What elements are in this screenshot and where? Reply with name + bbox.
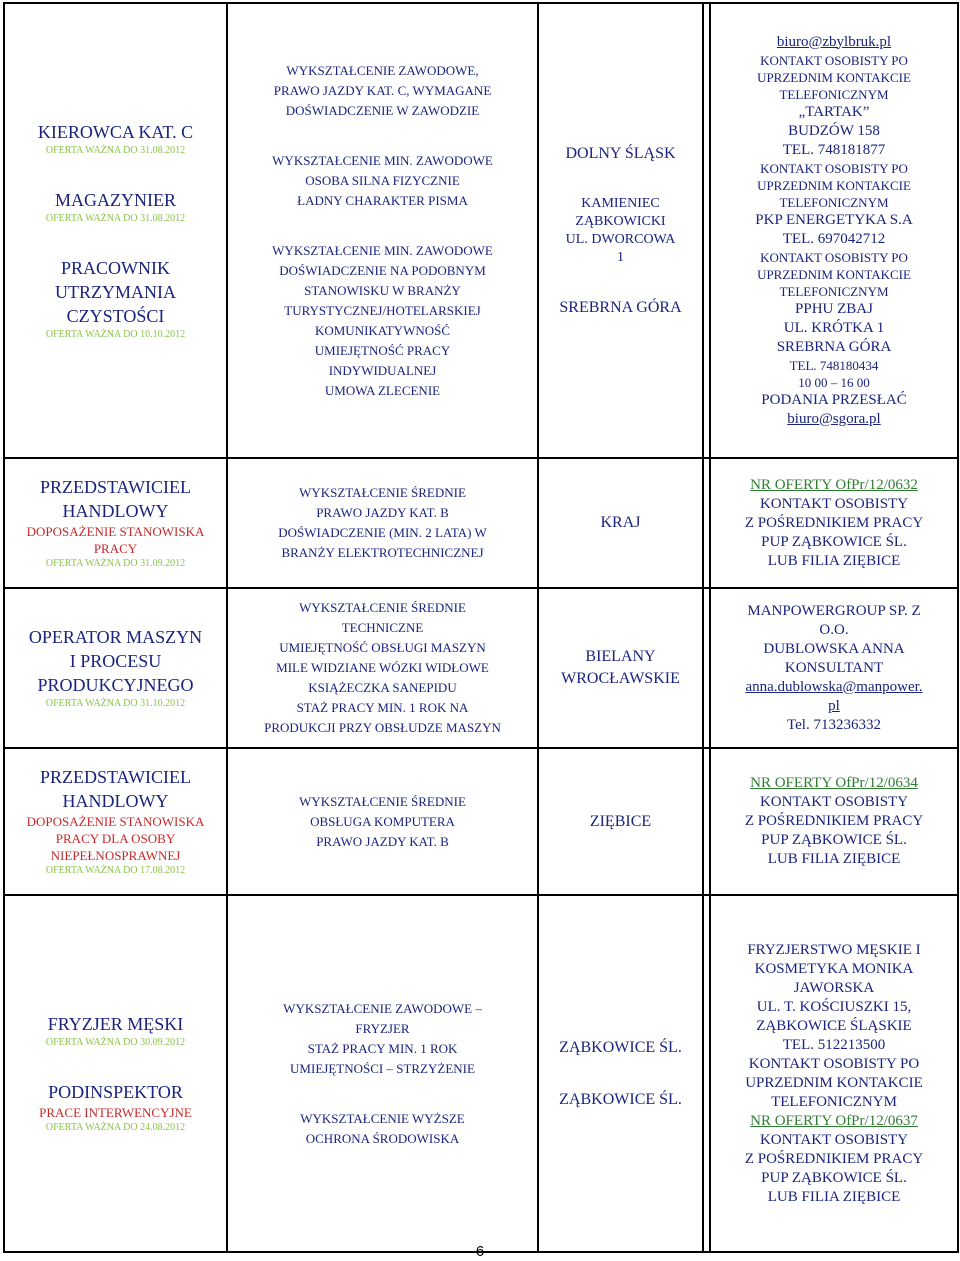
contact-line: TELEFONICZNYM <box>771 1093 897 1110</box>
requirement-line: WYKSZTAŁCENIE WYŻSZE <box>300 1110 465 1126</box>
job-cell <box>4 895 227 1252</box>
workplace-cell <box>538 458 703 588</box>
contact-line: Z POŚREDNIKIEM PRACY <box>744 813 924 829</box>
contact-email-link[interactable]: biuro@zbylbruk.pl <box>776 33 892 50</box>
requirement-line: KOMUNIKATYWNOŚĆ <box>314 322 451 338</box>
requirement-line: OBSŁUGA KOMPUTERA <box>310 813 455 829</box>
contact-email-link[interactable]: biuro@sgora.pl <box>787 410 881 427</box>
workplace-cell <box>538 3 703 458</box>
offer-row <box>4 588 958 748</box>
contact-line: PUP ZĄBKOWICE ŚL. <box>761 832 907 848</box>
offer-number: NR OFERTY OfPr/12/0632 <box>750 476 918 493</box>
contact-line: KONTAKT OSOBISTY <box>759 794 909 810</box>
requirement-line: DOŚWIADCZENIE W ZAWODZIE <box>285 102 480 118</box>
workplace-line: ZĄBKOWICKI <box>575 213 666 229</box>
requirement-line: BRANŻY ELEKTROTECHNICZNEJ <box>281 545 484 560</box>
requirement-line: UMIEJĘTNOŚĆ PRACY <box>314 342 451 358</box>
contact-line: PKP ENERGETYKA S.A <box>755 211 913 228</box>
contact-cell <box>710 588 958 748</box>
job-block <box>7 120 224 158</box>
offer-validity: OFERTA WAŻNA DO 24.08.2012 <box>45 1122 186 1133</box>
contact-line: O.O. <box>819 621 849 638</box>
workplace-block <box>541 297 700 319</box>
contact-line: Z POŚREDNIKIEM PRACY <box>744 514 924 531</box>
requirement-line: WYKSZTAŁCENIE ŚREDNIE <box>299 793 466 809</box>
job-title: PRODUKCYJNEGO <box>37 675 194 695</box>
requirement-line: TURYSTYCZNEJ/HOTELARSKIEJ <box>284 302 481 318</box>
job-cell <box>4 588 227 748</box>
offer-number: NR OFERTY OfPr/12/0637 <box>750 1112 918 1129</box>
job-subtitle: NIEPEŁNOSPRAWNEJ <box>50 848 181 863</box>
requirement-line: WYKSZTAŁCENIE MIN. ZAWODOWE <box>272 242 493 258</box>
workplace-line: KRAJ <box>600 514 641 531</box>
workplace-line: SREBRNA GÓRA <box>559 298 682 316</box>
job-block <box>7 765 224 878</box>
job-block <box>7 256 224 342</box>
contact-line: 10 00 – 16 00 <box>798 374 870 390</box>
workplace-line: ZĄBKOWICE ŚL. <box>559 1090 682 1108</box>
workplace-line: ZIĘBICE <box>589 812 652 830</box>
contact-line: KONTAKT OSOBISTY PO <box>760 160 908 176</box>
job-subtitle: PRACE INTERWENCYJNE <box>39 1105 192 1120</box>
requirement-line: PRAWO JAZDY KAT. B <box>316 505 449 520</box>
job-title: PODINSPEKTOR <box>48 1082 183 1102</box>
workplace-block <box>541 646 700 690</box>
contact-cell <box>710 458 958 588</box>
requirement-line: STAŻ PRACY MIN. 1 ROK NA <box>296 700 469 715</box>
requirement-line: ŁADNY CHARAKTER PISMA <box>297 192 468 208</box>
contact-line: TELEFONICZNYM <box>779 86 889 102</box>
offer-row <box>4 895 958 1252</box>
contact-email-link[interactable]: pl <box>828 697 840 714</box>
job-block <box>7 188 224 226</box>
requirements-block <box>230 1109 535 1149</box>
spacer-cell <box>703 3 710 458</box>
contact-line: JAWORSKA <box>793 979 875 996</box>
workplace-line: ZĄBKOWICE ŚL. <box>559 1038 682 1056</box>
spacer-cell <box>703 458 710 588</box>
contact-line: UL. KRÓTKA 1 <box>783 319 885 336</box>
contact-line: MANPOWERGROUP SP. Z <box>747 602 921 619</box>
contact-line: PUP ZĄBKOWICE ŚL. <box>761 533 907 550</box>
job-title: OPERATOR MASZYN <box>28 627 203 647</box>
workplace-block <box>541 143 700 165</box>
contact-line: TELEFONICZNYM <box>779 194 889 210</box>
contact-cell <box>710 3 958 458</box>
requirements-block <box>230 792 535 852</box>
contact-cell <box>710 895 958 1252</box>
requirement-line: WYKSZTAŁCENIE ŚREDNIE <box>299 600 466 615</box>
requirement-line: WYKSZTAŁCENIE MIN. ZAWODOWE <box>272 152 493 168</box>
requirement-line: MILE WIDZIANE WÓZKI WIDŁOWE <box>276 660 489 675</box>
contact-line: SREBRNA GÓRA <box>776 338 892 355</box>
contact-line: KONTAKT OSOBISTY <box>759 1131 909 1148</box>
contact-line: KOSMETYKA MONIKA <box>754 960 914 977</box>
workplace-block <box>541 195 700 267</box>
job-cell <box>4 3 227 458</box>
contact-line: DUBLOWSKA ANNA <box>763 640 905 657</box>
offer-validity: OFERTA WAŻNA DO 17.08.2012 <box>45 865 186 876</box>
contact-line: TEL. 697042712 <box>782 230 886 247</box>
job-title: FRYZJER MĘSKI <box>47 1014 184 1034</box>
contact-line: LUB FILIA ZIĘBICE <box>767 851 901 867</box>
contact-line: KONTAKT OSOBISTY PO <box>760 249 908 265</box>
job-subtitle: DOPOSAŻENIE STANOWISKA <box>26 524 205 539</box>
contact-line: UPRZEDNIM KONTAKCIE <box>745 1074 923 1091</box>
requirement-line: UMOWA ZLECENIE <box>324 382 441 398</box>
requirement-line: PRODUKCJI PRZY OBSŁUDZE MASZYN <box>264 720 501 735</box>
workplace-block <box>541 512 700 534</box>
workplace-line: 1 <box>617 249 624 265</box>
requirement-line: STANOWISKU W BRANŻY <box>304 282 461 298</box>
job-title: HANDLOWY <box>62 501 169 521</box>
job-offers-table <box>3 2 959 1253</box>
requirement-line: TECHNICZNE <box>341 620 424 635</box>
contact-line: PODANIA PRZESŁAĆ <box>761 391 907 408</box>
contact-line: UPRZEDNIM KONTAKCIE <box>757 69 911 85</box>
job-block <box>7 475 224 571</box>
job-subtitle: DOPOSAŻENIE STANOWISKA <box>26 814 205 829</box>
requirement-line: WYKSZTAŁCENIE ŚREDNIE <box>299 485 466 500</box>
contact-line: UL. T. KOŚCIUSZKI 15, <box>756 998 912 1015</box>
contact-line: KONTAKT OSOBISTY <box>759 495 909 512</box>
job-subtitle: PRACY DLA OSOBY <box>55 831 176 846</box>
workplace-block <box>541 1089 700 1111</box>
contact-line: UPRZEDNIM KONTAKCIE <box>757 266 911 282</box>
workplace-cell <box>538 748 703 895</box>
job-cell <box>4 458 227 588</box>
contact-line: PPHU ZBAJ <box>795 300 873 317</box>
requirement-line: PRAWO JAZDY KAT. B <box>316 833 449 849</box>
contact-email-link[interactable]: anna.dublowska@manpower. <box>745 678 923 695</box>
requirement-line: WYKSZTAŁCENIE ZAWODOWE, <box>286 62 479 78</box>
requirement-line: UMIEJĘTNOŚĆ OBSŁUGI MASZYN <box>279 640 486 655</box>
contact-line: PUP ZĄBKOWICE ŚL. <box>761 1169 907 1186</box>
requirements-cell <box>227 748 538 895</box>
workplace-line: WROCŁAWSKIE <box>561 670 680 687</box>
requirements-cell <box>227 895 538 1252</box>
job-title: CZYSTOŚCI <box>66 305 165 326</box>
workplace-block <box>541 811 700 833</box>
requirements-block <box>230 483 535 563</box>
job-title: PRZEDSTAWICIEL <box>39 477 192 497</box>
contact-line: UPRZEDNIM KONTAKCIE <box>757 177 911 193</box>
requirement-line: WYKSZTAŁCENIE ZAWODOWE – <box>283 1000 482 1016</box>
job-block <box>7 1080 224 1135</box>
requirement-line: INDYWIDUALNEJ <box>328 362 437 378</box>
requirement-line: DOŚWIADCZENIE (MIN. 2 LATA) W <box>278 525 487 540</box>
requirements-block <box>230 241 535 401</box>
job-block <box>7 625 224 711</box>
job-block <box>7 1012 224 1050</box>
offer-row <box>4 458 958 588</box>
contact-line: KONSULTANT <box>784 659 884 676</box>
job-title: HANDLOWY <box>62 791 169 811</box>
job-title: UTRZYMANIA <box>55 281 176 302</box>
contact-line: LUB FILIA ZIĘBICE <box>767 1188 901 1205</box>
contact-line: LUB FILIA ZIĘBICE <box>767 552 901 569</box>
workplace-line: UL. DWORCOWA <box>565 231 676 247</box>
job-subtitle: PRACY <box>93 541 138 556</box>
workplace-line: KAMIENIEC <box>581 195 660 211</box>
workplace-line: DOLNY ŚLĄSK <box>565 144 676 162</box>
offer-validity: OFERTA WAŻNA DO 10.10.2012 <box>45 328 186 340</box>
requirements-block <box>230 598 535 738</box>
job-title: I PROCESU <box>69 651 162 671</box>
requirement-line: PRAWO JAZDY KAT. C, WYMAGANE <box>273 82 492 98</box>
spacer-cell <box>703 748 710 895</box>
contact-line: KONTAKT OSOBISTY PO <box>760 52 908 68</box>
contact-line: BUDZÓW 158 <box>788 122 880 139</box>
requirement-line: OCHRONA ŚRODOWISKA <box>305 1130 460 1146</box>
job-title: MAGAZYNIER <box>55 189 176 210</box>
requirement-line: KSIĄŻECZKA SANEPIDU <box>308 680 457 695</box>
contact-line: TEL. 512213500 <box>782 1036 886 1053</box>
requirements-cell <box>227 588 538 748</box>
requirements-cell <box>227 3 538 458</box>
requirement-line: STAŻ PRACY MIN. 1 ROK <box>307 1040 458 1056</box>
contact-line: Z POŚREDNIKIEM PRACY <box>744 1150 924 1167</box>
workplace-cell <box>538 895 703 1252</box>
offer-validity: OFERTA WAŻNA DO 31.08.2012 <box>45 212 186 224</box>
contact-line: ZĄBKOWICE ŚLĄSKIE <box>756 1017 912 1034</box>
job-offers-body <box>4 3 958 1252</box>
offer-number: NR OFERTY OfPr/12/0634 <box>750 775 918 791</box>
contact-line: Tel. 713236332 <box>787 716 881 733</box>
page-number: 6 <box>475 1243 485 1260</box>
requirements-block <box>230 999 535 1079</box>
contact-line: TELEFONICZNYM <box>779 283 889 299</box>
offer-validity: OFERTA WAŻNA DO 31.08.2012 <box>45 144 186 156</box>
spacer-cell <box>703 588 710 748</box>
requirement-line: OSOBA SILNA FIZYCZNIE <box>305 172 460 188</box>
job-title: PRZEDSTAWICIEL <box>39 767 192 787</box>
requirement-line: UMIEJĘTNOŚCI – STRZYŻENIE <box>290 1060 475 1076</box>
offer-validity: OFERTA WAŻNA DO 31.10.2012 <box>45 698 186 709</box>
offer-validity: OFERTA WAŻNA DO 30.09.2012 <box>45 1037 186 1048</box>
workplace-cell <box>538 588 703 748</box>
contact-line: KONTAKT OSOBISTY PO <box>748 1055 920 1072</box>
requirements-cell <box>227 458 538 588</box>
job-title: PRACOWNIK <box>60 257 170 278</box>
offer-row <box>4 3 958 458</box>
offer-row <box>4 748 958 895</box>
contact-line: TEL. 748180434 <box>789 357 879 373</box>
contact-line: FRYZJERSTWO MĘSKIE I <box>747 941 921 958</box>
contact-cell <box>710 748 958 895</box>
requirements-block <box>230 61 535 121</box>
contact-line: „TARTAK” <box>798 103 870 120</box>
requirement-line: FRYZJER <box>355 1020 410 1036</box>
requirements-block <box>230 151 535 211</box>
job-cell <box>4 748 227 895</box>
contact-line: TEL. 748181877 <box>782 141 886 158</box>
workplace-block <box>541 1037 700 1059</box>
spacer-cell <box>703 895 710 1252</box>
workplace-line: BIELANY <box>585 648 656 665</box>
offer-validity: OFERTA WAŻNA DO 31.09.2012 <box>45 558 186 569</box>
requirement-line: DOŚWIADCZENIE NA PODOBNYM <box>279 262 486 278</box>
job-title: KIEROWCA KAT. C <box>37 121 194 142</box>
